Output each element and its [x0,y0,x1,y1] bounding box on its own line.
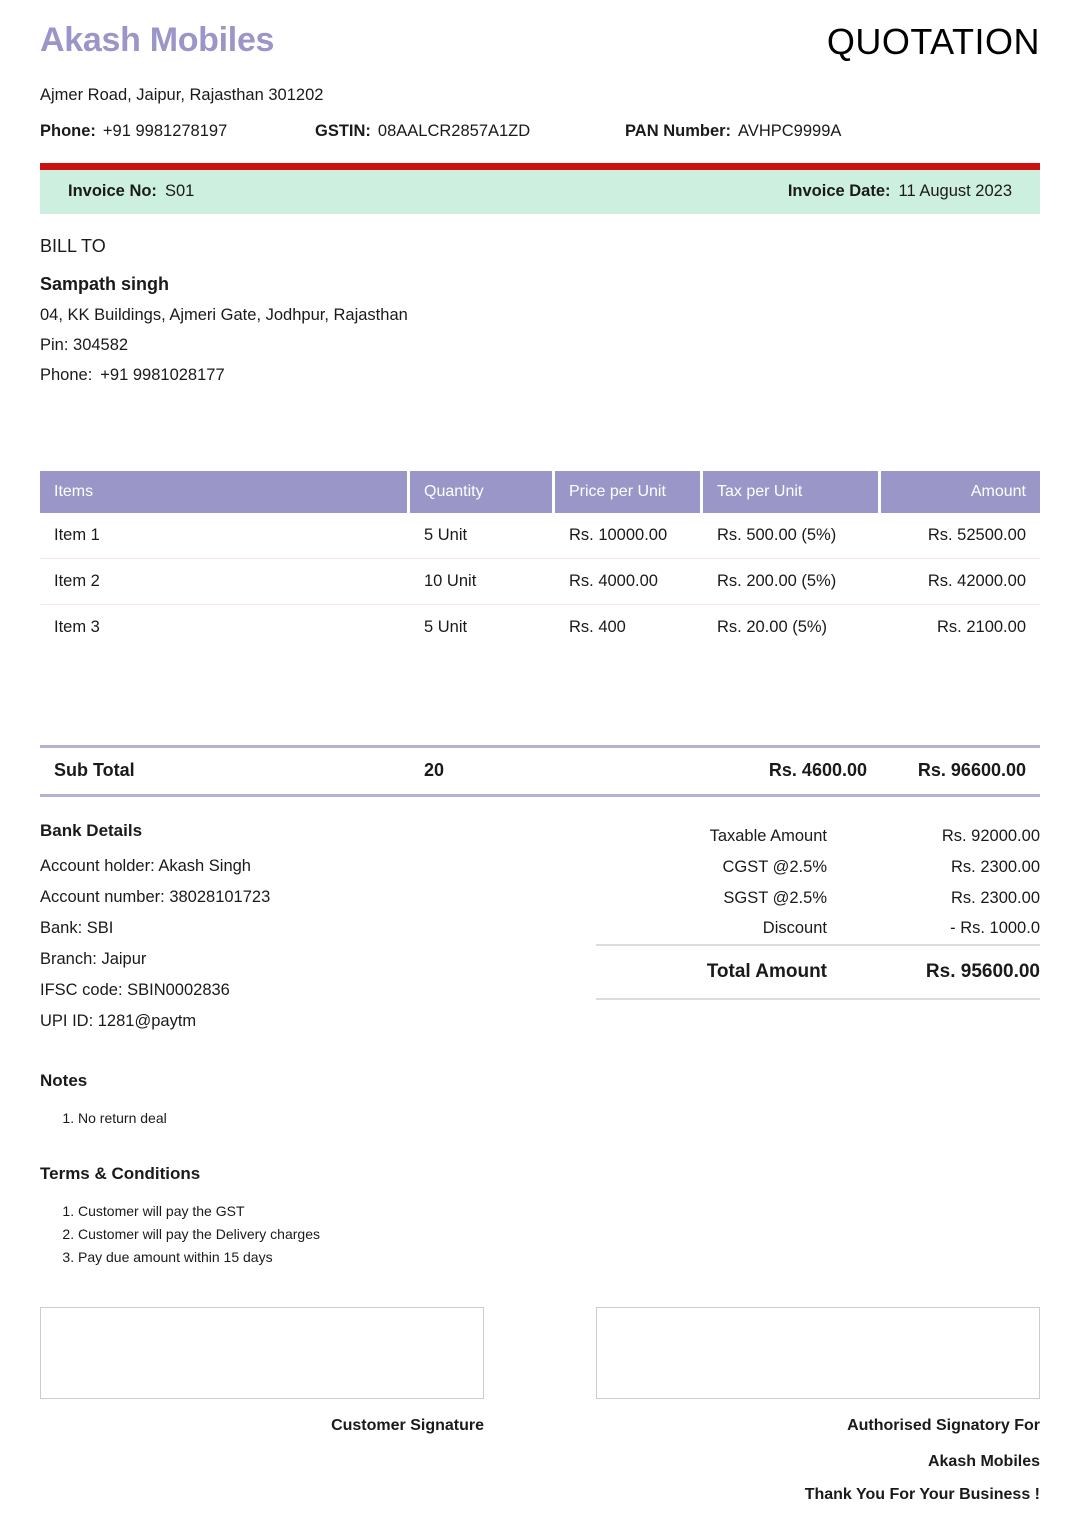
discount-value: - Rs. 1000.0 [950,919,1040,938]
cell-amount: Rs. 2100.00 [937,618,1026,637]
footer-thank-you: Thank You For Your Business ! [804,1486,1040,1503]
customer-signature-caption: Customer Signature [331,1416,484,1434]
invoice-date-group [788,182,1012,201]
taxable-amount-value: Rs. 92000.00 [941,826,1040,845]
items-table-head [40,471,1040,513]
company-gstin-label: GSTIN: [315,121,371,140]
bill-to-heading: BILL TO [40,235,106,256]
notes-section [40,1071,1040,1130]
bank-and-totals-section [40,821,1040,1031]
company-phone-label: Phone: [40,121,96,140]
authorised-signature-caption: Authorised Signatory For [847,1416,1040,1434]
bank-account-holder: Account holder: Akash Singh [40,856,251,875]
header-divider-bar [40,163,1040,170]
cell-tax: Rs. 20.00 (5%) [717,618,828,637]
invoice-number-group [68,182,194,201]
items-table-wrapper [40,471,1040,651]
invoice-date-value: 11 August 2023 [898,182,1012,201]
bill-to-section [40,236,1040,385]
column-header-tax: Tax per Unit [703,471,881,513]
list-item: 1. No return deal [78,1107,1040,1130]
table-row [40,605,1040,651]
totals-row-total [596,945,1040,999]
column-header-amount: Amount [881,471,1040,513]
taxable-amount-label: Taxable Amount [709,826,827,845]
notes-title: Notes [40,1070,88,1090]
document-header [40,0,1040,62]
subtotal-label: Sub Total [54,760,135,781]
bill-to-customer-name: Sampath singh [40,273,170,294]
cell-tax: Rs. 500.00 (5%) [703,513,881,559]
totals-table [596,821,1040,1000]
company-phone [40,122,315,141]
cell-price: Rs. 400 [569,618,626,637]
company-pan-label: PAN Number: [625,121,732,140]
subtotal-quantity: 20 [424,760,445,781]
cgst-label: CGST @2.5% [722,857,827,876]
total-amount-label: Total Amount [596,945,855,999]
items-table-header-row [40,471,1040,513]
totals-row-taxable [596,821,1040,852]
company-phone-value: +91 9981278197 [102,121,228,140]
customer-signature-box[interactable] [40,1307,484,1399]
invoice-number-value: S01 [164,182,195,201]
invoice-date-label: Invoice Date: [787,182,891,201]
list-item: 2. Customer will pay the Delivery charges [78,1223,1040,1246]
cell-quantity: 10 Unit [410,559,555,605]
company-meta-row [40,122,1040,141]
subtotal-tax: Rs. 4600.00 [768,760,867,781]
signatures-section [40,1307,1040,1471]
terms-list [40,1200,1040,1269]
totals-row-discount [596,914,1040,945]
bill-to-phone-value: +91 9981028177 [100,365,225,384]
invoice-number-label: Invoice No: [68,182,157,201]
company-gstin-value: 08AALCR2857A1ZD [377,121,531,140]
items-table-body [40,513,1040,651]
invoice-summary-bar [40,170,1040,214]
bill-to-pin: Pin: 304582 [40,335,129,354]
totals-row-cgst [596,852,1040,883]
customer-signature-column [40,1307,484,1471]
cell-amount: Rs. 52500.00 [881,513,1040,559]
subtotal-price [555,748,703,794]
bank-upi-id: UPI ID: 1281@paytm [40,1011,197,1030]
bank-details-title: Bank Details [40,820,143,840]
bank-details-block [40,821,560,1031]
list-item: 3. Pay due amount within 15 days [78,1246,1040,1269]
subtotal-block [40,745,1040,797]
cell-price: Rs. 10000.00 [555,513,703,559]
subtotal-amount: Rs. 96600.00 [917,760,1026,781]
bill-to-address: 04, KK Buildings, Ajmeri Gate, Jodhpur, Rajasthan [40,305,408,324]
notes-list [40,1107,1040,1130]
cell-price: Rs. 4000.00 [555,559,703,605]
cgst-value: Rs. 2300.00 [951,857,1040,876]
company-address: Ajmer Road, Jaipur, Rajasthan 301202 [40,85,324,104]
cell-item-name: Item 3 [54,618,100,637]
authorised-signature-company: Akash Mobiles [927,1452,1040,1470]
table-row [40,559,1040,605]
sgst-value: Rs. 2300.00 [951,888,1040,907]
cell-quantity: 5 Unit [424,618,468,637]
terms-section [40,1164,1040,1269]
company-logo-text: Akash Mobiles [40,21,275,59]
bank-ifsc-code: IFSC code: SBIN0002836 [40,980,230,999]
list-item: 1. Customer will pay the GST [78,1200,1040,1223]
bill-to-phone [40,366,1040,385]
totals-block [596,821,1040,1031]
sgst-label: SGST @2.5% [723,888,827,907]
company-pan-value: AVHPC9999A [738,121,842,140]
cell-item-name: Item 2 [40,559,410,605]
totals-row-sgst [596,883,1040,914]
bank-account-number: Account number: 38028101723 [40,887,271,906]
bill-to-phone-label: Phone: [40,365,93,384]
cell-item-name: Item 1 [40,513,410,559]
terms-title: Terms & Conditions [40,1163,201,1183]
bank-branch: Branch: Jaipur [40,949,147,968]
authorised-signature-column [596,1307,1040,1471]
company-pan [625,122,841,141]
subtotal-row [40,748,1040,794]
total-amount-value: Rs. 95600.00 [855,945,1040,999]
column-header-quantity: Quantity [410,471,555,513]
items-table [40,471,1040,651]
authorised-signature-box[interactable] [596,1307,1040,1399]
column-header-items: Items [40,471,410,513]
table-row [40,513,1040,559]
cell-tax: Rs. 200.00 (5%) [703,559,881,605]
company-gstin [315,122,625,141]
column-header-price: Price per Unit [555,471,703,513]
bank-name: Bank: SBI [40,918,114,937]
cell-quantity: 5 Unit [410,513,555,559]
subtotal-table [40,748,1040,794]
discount-label: Discount [762,919,827,938]
document-type-title: QUOTATION [826,21,1040,62]
cell-amount: Rs. 42000.00 [881,559,1040,605]
